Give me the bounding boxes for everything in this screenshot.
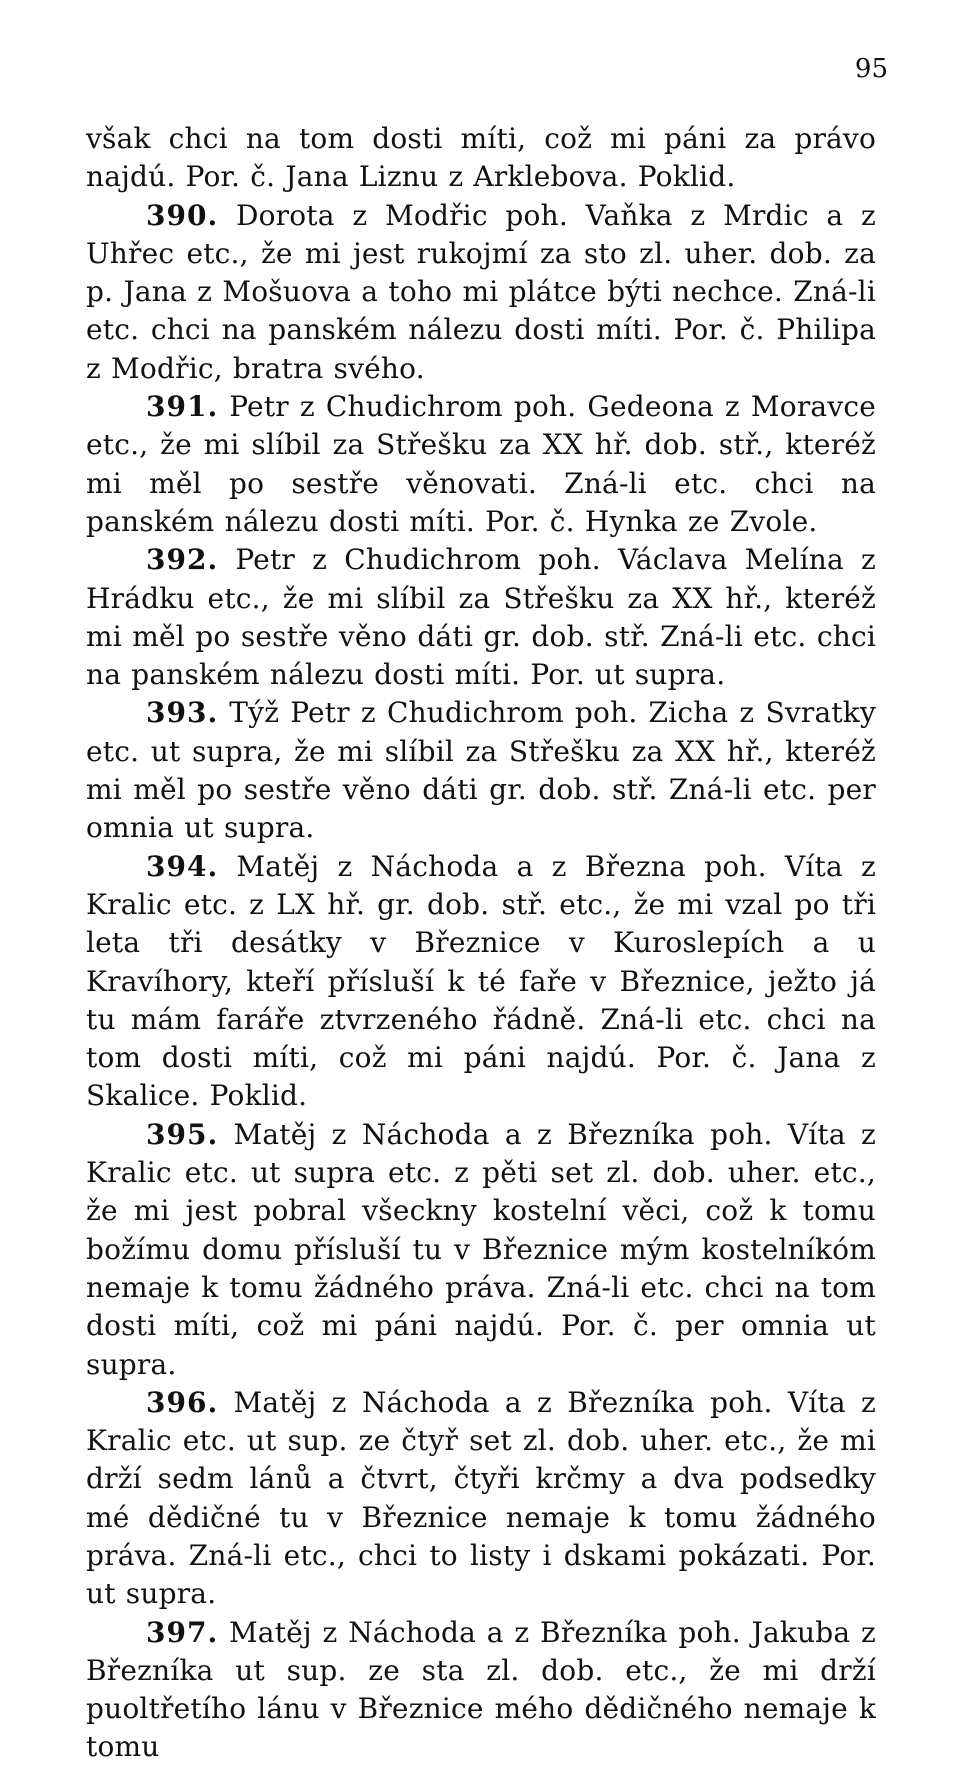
entry-number: 395.	[146, 1117, 219, 1151]
entry-391	[86, 388, 876, 541]
entry-number: 396.	[146, 1385, 219, 1419]
entry-text: Matěj z Náchoda a z Březníka poh. Víta z Kralic etc. ut supra etc. z pěti set zl. dob. uher. etc., že mi jest pobral všeckny kostelní věci, což k tomu božímu domu přísluší tu v Březnice mým kostelníkóm nemaje k tomu žádného práva. Zná-li etc. chci na tom dosti míti, což mi páni najdú. Por. č. per omnia ut supra.	[86, 1117, 877, 1381]
entry-text: Týž Petr z Chudichrom poh. Zicha z Svratky etc. ut supra, že mi slíbil za Střešku za XX hř., kteréž mi měl po sestře věno dáti gr. dob. stř. Zná-li etc. per omnia ut supra.	[86, 696, 876, 845]
entry-397	[86, 1614, 876, 1767]
entry-number: 394.	[146, 849, 219, 883]
entry-394	[86, 848, 876, 1116]
entry-number: 390.	[146, 198, 219, 232]
entry-395	[86, 1116, 876, 1384]
entry-text: Matěj z Náchoda a z Březníka poh. Jakuba z Březníka ut sup. ze sta zl. dob. etc., že mi drží puoltřetího lánu v Březnice mého dědičného nemaje k tomu	[86, 1615, 876, 1764]
entry-396	[86, 1384, 876, 1614]
entry-392	[86, 541, 876, 694]
page-number: 95	[854, 54, 888, 84]
entry-text: Petr z Chudichrom poh. Václava Melína z Hrádku etc., že mi slíbil za Střešku za XX hř., kteréž mi měl po sestře věno dáti gr. dob. stř. Zná-li etc. chci na panském nálezu dosti míti. Por. ut supra.	[86, 543, 876, 692]
entry-393	[86, 694, 876, 847]
entry-number: 393.	[146, 696, 219, 730]
entry-text: Matěj z Náchoda a z Března poh. Víta z Kralic etc. z LX hř. gr. dob. stř. etc., že mi vzal po tři leta tři desátky v Březnice v Kuroslepích a u Kravíhory, kteří přísluší k té faře v Březnice, ježto já tu mám faráře ztvrzeného řádně. Zná-li etc. chci na tom dosti míti, což mi páni najdú. Por. č. Jana z Skalice. Poklid.	[86, 849, 876, 1113]
entry-number: 397.	[146, 1615, 219, 1649]
entry-390	[86, 197, 876, 388]
entry-number: 391.	[146, 390, 219, 424]
entry-text: Dorota z Modřic poh. Vaňka z Mrdic a z Uhřec etc., že mi jest rukojmí za sto zl. uher. dob. za p. Jana z Mošuova a toho mi plátce býti nechce. Zná-li etc. chci na panském nálezu dosti míti. Por. č. Philipa z Modřic, bratra svého.	[86, 198, 876, 385]
entry-text: Petr z Chudichrom poh. Gedeona z Moravce etc., že mi slíbil za Střešku za XX hř. dob. stř., kteréž mi měl po sestře věnovati. Zná-li etc. chci na panském nálezu dosti míti. Por. č. Hynka ze Zvole.	[86, 390, 876, 538]
entry-text: Matěj z Náchoda a z Březníka poh. Víta z Kralic etc. ut sup. ze čtyř set zl. dob. uher. etc., že mi drží sedm lánů a čtvrt, čtyři krčmy a dva podsedky mé dědičné tu v Březnice nemaje k tomu žádného práva. Zná-li etc., chci to listy i dskami pokázati. Por. ut supra.	[86, 1385, 877, 1611]
continuation-paragraph: však chci na tom dosti míti, což mi páni za právo najdú. Por. č. Jana Liznu z Arklebova. Poklid.	[86, 122, 876, 194]
text-column	[86, 120, 876, 1767]
entry-number: 392.	[146, 543, 219, 577]
